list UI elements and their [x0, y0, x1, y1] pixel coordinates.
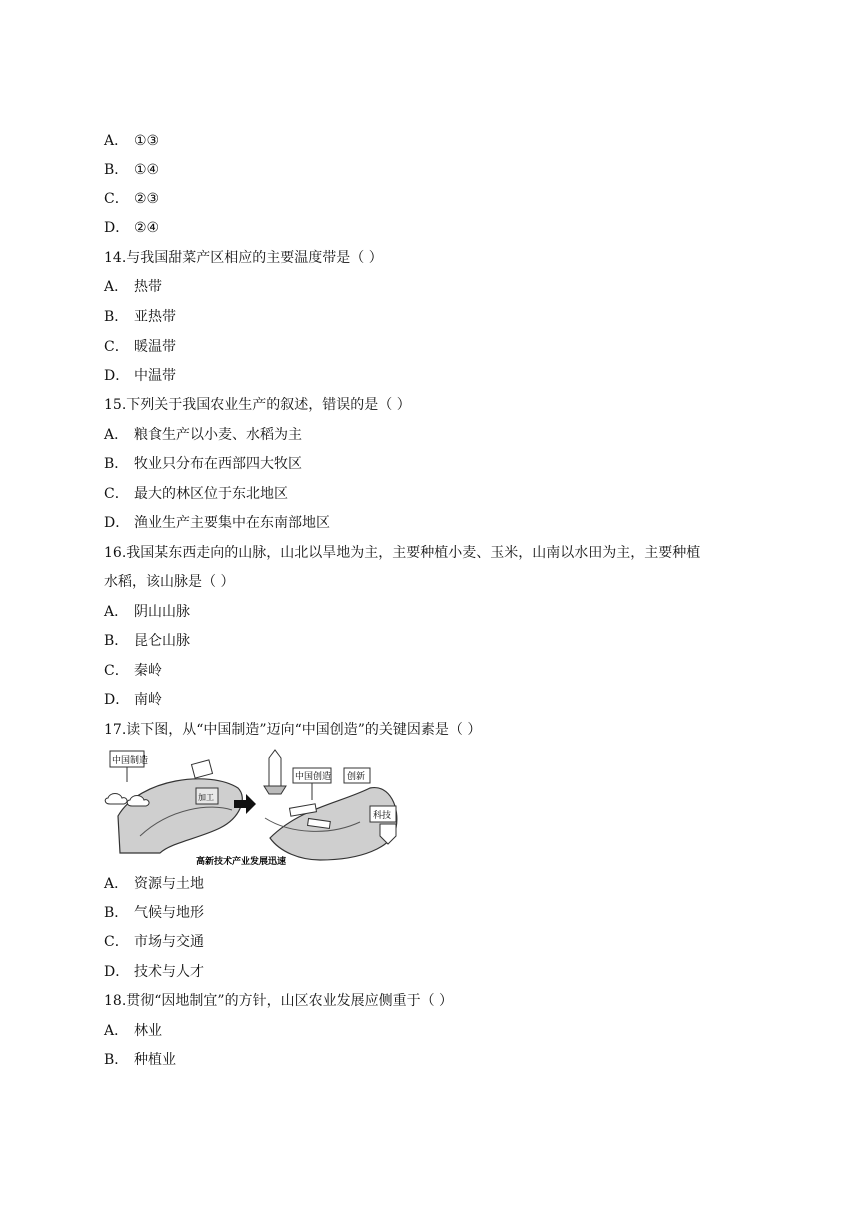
q14-option-b: B． 亚热带	[104, 309, 176, 325]
q14-stem: 14.与我国甜菜产区相应的主要温度带是（ ）	[104, 250, 383, 266]
label-technology: 科技	[373, 811, 392, 821]
q13-option-c: C． ②③	[104, 191, 160, 207]
q17-option-d: D． 技术与人才	[104, 964, 204, 980]
q15-option-a: A． 粮食生产以小麦、水稻为主	[104, 427, 302, 443]
rocket-icon	[269, 750, 281, 786]
q14-option-d: D． 中温带	[104, 368, 176, 384]
label-innovation: 创新	[347, 772, 366, 782]
q16-stem-line2: 水稻，该山脉是（ ）	[104, 574, 235, 590]
cloud-icon	[105, 794, 127, 805]
q14-option-c: C． 暖温带	[104, 339, 176, 355]
q17-option-b: B． 气候与地形	[104, 905, 204, 921]
q16-option-a: A． 阴山山脉	[104, 604, 190, 620]
q13-option-b: B． ①④	[104, 162, 160, 178]
rocket-base	[264, 786, 286, 794]
figure-caption: 高新技术产业发展迅速	[196, 857, 287, 867]
q17-illustration	[100, 748, 410, 870]
factory-icon	[191, 760, 212, 778]
q16-option-d: D． 南岭	[104, 692, 162, 708]
q18-stem: 18.贯彻“因地制宜”的方针，山区农业发展应侧重于（ ）	[104, 993, 454, 1009]
q15-option-c: C． 最大的林区位于东北地区	[104, 486, 288, 502]
q18-option-b: B． 种植业	[104, 1052, 176, 1068]
q15-option-b: B． 牧业只分布在西部四大牧区	[104, 456, 302, 472]
q18-option-a: A． 林业	[104, 1023, 162, 1039]
label-processing: 加工	[198, 793, 214, 802]
q16-option-b: B． 昆仑山脉	[104, 633, 190, 649]
q17-stem: 17.读下图，从“中国制造”迈向“中国创造”的关键因素是（ ）	[104, 722, 482, 738]
q14-option-a: A． 热带	[104, 279, 162, 295]
q15-stem: 15.下列关于我国农业生产的叙述，错误的是（ ）	[104, 397, 411, 413]
label-made-in-china: 中国制造	[112, 756, 149, 766]
right-landscape	[270, 788, 397, 860]
label-created-in-china: 中国创造	[295, 772, 332, 782]
q15-option-d: D． 渔业生产主要集中在东南部地区	[104, 515, 330, 531]
q16-stem-line1: 16.我国某东西走向的山脉，山北以旱地为主，主要种植小麦、玉米，山南以水田为主，主要种植	[104, 545, 701, 561]
q17-option-a: A． 资源与土地	[104, 876, 204, 892]
q17-option-c: C． 市场与交通	[104, 934, 204, 950]
left-landscape	[118, 779, 242, 853]
q16-option-c: C． 秦岭	[104, 663, 162, 679]
q13-option-a: A． ①③	[104, 133, 160, 149]
q13-option-d: D． ②④	[104, 220, 160, 236]
